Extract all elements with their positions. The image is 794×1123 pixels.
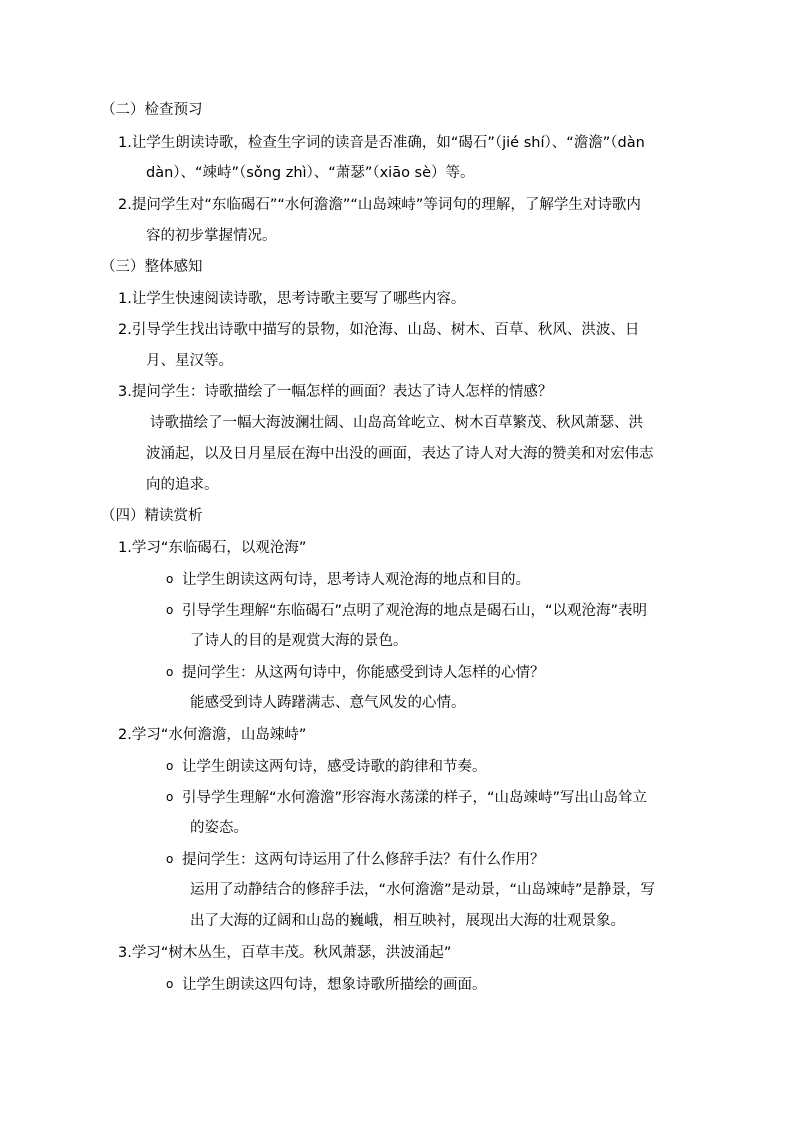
list-item: o 引导学生理解“水何澹澹”形容海水荡漾的样子，“山岛竦峙”写出山岛耸立 xyxy=(166,787,647,808)
paragraph-line: dàn）、“竦峙”（sǒng zhì）、“萧瑟”（xiāo sè）等。 xyxy=(146,165,475,181)
answer-line: 出了大海的辽阔和山岛的巍峨，相互映衬，展现出大海的壮观景象。 xyxy=(190,913,625,929)
section-heading-preview-check: （二）检查预习 xyxy=(101,102,203,118)
list-item: o 让学生朗读这四句诗，想象诗歌所描绘的画面。 xyxy=(166,974,487,995)
subsection-title: 3.学习“树木丛生，百草丰茂。秋风萧瑟，洪波涌起” xyxy=(118,945,452,961)
bullet-icon: o xyxy=(166,852,174,866)
paragraph-line: 3.提问学生：诗歌描绘了一幅怎样的画面？表达了诗人怎样的情感？ xyxy=(118,384,553,400)
list-item: o 让学生朗读这两句诗，思考诗人观沧海的地点和目的。 xyxy=(166,569,530,590)
bullet-icon: o xyxy=(166,977,174,991)
list-item: o 提问学生：从这两句诗中，你能感受到诗人怎样的心情？ xyxy=(166,662,545,683)
section-heading-close-reading: （四）精读赏析 xyxy=(101,508,203,524)
answer-line: 能感受到诗人踌躇满志、意气风发的心情。 xyxy=(190,695,466,711)
subsection-title: 2.学习“水何澹澹，山岛竦峙” xyxy=(118,727,307,743)
paragraph-line: 2.提问学生对“东临碣石”“水何澹澹”“山岛竦峙”等词句的理解，了解学生对诗歌内 xyxy=(118,197,641,213)
section-heading-overall-perception: （三）整体感知 xyxy=(101,259,203,275)
subsection-title: 1.学习“东临碣石，以观沧海” xyxy=(118,540,307,556)
answer-line: 诗歌描绘了一幅大海波澜壮阔、山岛高耸屹立、树木百草繁茂、秋风萧瑟、洪 xyxy=(150,415,643,431)
answer-line: 向的追求。 xyxy=(146,477,219,493)
list-item: o 提问学生：这两句诗运用了什么修辞手法？有什么作用？ xyxy=(166,849,545,870)
paragraph-line: 容的初步掌握情况。 xyxy=(146,228,277,244)
bullet-icon: o xyxy=(166,665,174,679)
list-item: o 让学生朗读这两句诗，感受诗歌的韵律和节奏。 xyxy=(166,756,487,777)
list-item-continuation: 的姿态。 xyxy=(190,820,248,836)
bullet-icon: o xyxy=(166,790,174,804)
paragraph-line: 2.引导学生找出诗歌中描写的景物，如沧海、山岛、树木、百草、秋风、洪波、日 xyxy=(118,322,640,338)
bullet-icon: o xyxy=(166,759,174,773)
answer-line: 波涌起，以及日月星辰在海中出没的画面，表达了诗人对大海的赞美和对宏伟志 xyxy=(146,446,654,462)
list-item-continuation: 了诗人的目的是观赏大海的景色。 xyxy=(190,633,408,649)
bullet-icon: o xyxy=(166,603,174,617)
paragraph-line: 月、星汉等。 xyxy=(146,353,233,369)
bullet-icon: o xyxy=(166,572,174,586)
paragraph-line: 1.让学生朗读诗歌，检查生字词的读音是否准确，如“碣石”（jié shí）、“澹澹”（dàn xyxy=(118,135,645,151)
list-item: o 引导学生理解“东临碣石”点明了观沧海的地点是碣石山，“以观沧海”表明 xyxy=(166,600,647,621)
answer-line: 运用了动静结合的修辞手法，“水何澹澹”是动景，“山岛竦峙”是静景，写 xyxy=(190,882,656,898)
paragraph-line: 1.让学生快速阅读诗歌，思考诗歌主要写了哪些内容。 xyxy=(118,291,466,307)
